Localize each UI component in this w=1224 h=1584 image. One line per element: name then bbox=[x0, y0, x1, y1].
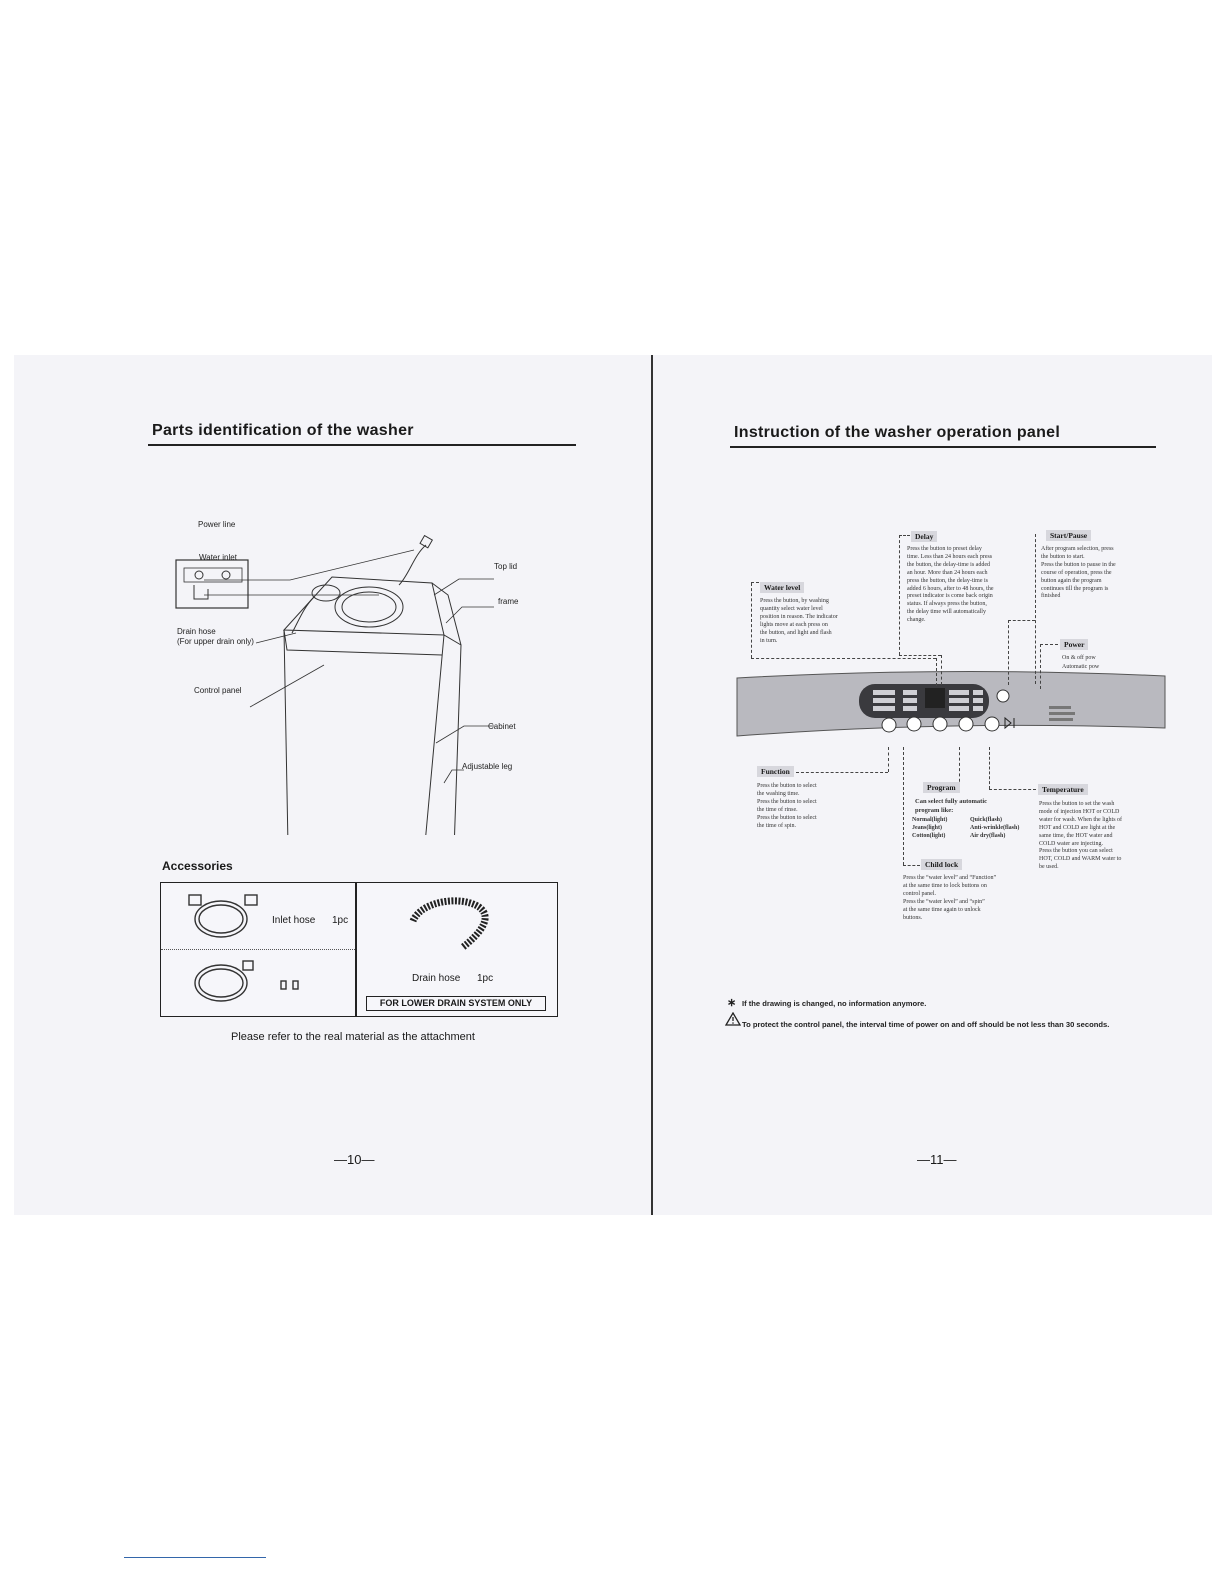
label-adjustable-leg: Adjustable leg bbox=[462, 762, 513, 771]
connector bbox=[796, 772, 888, 773]
connector bbox=[936, 658, 937, 686]
connector bbox=[1008, 620, 1009, 685]
drain-hose-icon bbox=[401, 893, 501, 953]
accessories-divider bbox=[355, 883, 357, 1016]
left-page-title: Parts identification of the washer bbox=[152, 422, 414, 439]
connector bbox=[751, 658, 936, 659]
washer-illustration bbox=[164, 515, 584, 835]
right-page bbox=[653, 355, 1212, 1215]
label-frame: frame bbox=[498, 597, 519, 606]
connector bbox=[1040, 644, 1041, 689]
connector bbox=[989, 789, 1036, 790]
text-start-pause: After program selection, press the button to start. Press the button to pause in the course of operation, press the button again the program continues till the program is finished bbox=[1041, 546, 1116, 600]
lower-drain-note: FOR LOWER DRAIN SYSTEM ONLY bbox=[366, 996, 546, 1011]
connector bbox=[899, 535, 900, 655]
connector bbox=[903, 865, 920, 866]
connector bbox=[751, 583, 752, 658]
tag-program: Program bbox=[923, 782, 960, 793]
inlet-hose-icon bbox=[181, 891, 271, 946]
tag-temperature: Temperature bbox=[1038, 784, 1088, 795]
connector bbox=[899, 655, 941, 656]
connector bbox=[888, 747, 889, 772]
right-page-title: Instruction of the washer operation panel bbox=[734, 424, 1061, 441]
tag-child-lock: Child lock bbox=[921, 859, 962, 870]
label-top-lid: Top lid bbox=[494, 562, 518, 571]
control-panel-diagram bbox=[735, 670, 1167, 742]
connector bbox=[1008, 620, 1035, 621]
label-drain-hose-note: (For upper drain only) bbox=[177, 637, 254, 646]
tag-start-pause: Start/Pause bbox=[1046, 530, 1091, 541]
title-rule bbox=[730, 446, 1156, 448]
text-power-line1: On & off pow bbox=[1062, 655, 1096, 661]
inlet-hose-alt-icon bbox=[181, 955, 311, 1010]
inlet-hose-qty: 1pc bbox=[332, 915, 349, 926]
program-cotton: Cotton(light) bbox=[912, 833, 946, 839]
text-power-line2: Automatic pow bbox=[1062, 664, 1100, 670]
text-child-lock: Press the “water level” and “Function” at the same time to lock buttons on control panel. Press the “water level” and “spin” at the same time again to unlock buttons. bbox=[903, 875, 997, 921]
connector bbox=[989, 747, 990, 789]
accessories-row-divider bbox=[161, 949, 355, 950]
text-water-level: Press the button, by washing quantity select water level position in reason. The indicator lights move at each press on the button, and light and flash in turn. bbox=[760, 598, 838, 644]
label-power-line: Power line bbox=[198, 520, 236, 529]
page-number-right: —11— bbox=[917, 1152, 957, 1167]
program-anti-wrinkle: Anti-wrinkle(flash) bbox=[970, 825, 1020, 831]
connector bbox=[1035, 534, 1036, 684]
connector bbox=[903, 747, 904, 865]
program-quick: Quick(flash) bbox=[970, 817, 1003, 823]
footer-link-underline bbox=[124, 1557, 266, 1558]
connector bbox=[959, 747, 960, 787]
tag-function: Function bbox=[757, 766, 794, 777]
label-water-inlet: Water inlet bbox=[199, 553, 237, 562]
program-jeans: Jeans(light) bbox=[912, 825, 942, 831]
note-power-interval: To protect the control panel, the interval time of power on and off should be not less than 30 seconds. bbox=[742, 1020, 1110, 1029]
program-normal: Normal(light) bbox=[912, 817, 948, 823]
note-drawing-change: If the drawing is changed, no information anymore. bbox=[742, 999, 927, 1008]
text-function: Press the button to select the washing time. Press the button to select the time of rinse. Press the button to select the time of spin. bbox=[757, 783, 817, 829]
tag-water-level: Water level bbox=[760, 582, 804, 593]
label-cabinet: Cabinet bbox=[488, 722, 516, 731]
text-program-intro: Can select fully automatic program like: bbox=[915, 798, 988, 814]
tag-power: Power bbox=[1060, 639, 1088, 650]
tag-delay: Delay bbox=[911, 531, 937, 542]
connector bbox=[941, 655, 942, 685]
connector bbox=[899, 535, 910, 536]
note-asterisk: ∗ bbox=[727, 997, 737, 1009]
accessories-title: Accessories bbox=[162, 859, 233, 873]
left-page bbox=[14, 355, 651, 1215]
connector bbox=[1040, 644, 1058, 645]
label-control-panel: Control panel bbox=[194, 686, 242, 695]
page-number-left: —10— bbox=[334, 1152, 375, 1167]
inlet-hose-label: Inlet hose bbox=[272, 915, 316, 926]
label-drain-hose: Drain hose bbox=[177, 627, 216, 636]
drain-hose-qty: 1pc bbox=[477, 973, 494, 984]
connector bbox=[751, 582, 759, 583]
refer-note: Please refer to the real material as the attachment bbox=[231, 1031, 475, 1043]
text-temperature: Press the button to set the wash mode of injection HOT or COLD water for wash. When the lights of HOT and COLD are light at the same time, the HOT water and COLD water are injecting. Press the button you can select HOT, COLD and WARM water to be used. bbox=[1039, 801, 1123, 871]
title-rule bbox=[148, 444, 576, 446]
drain-hose-label: Drain hose bbox=[412, 973, 461, 984]
warning-icon bbox=[725, 1012, 741, 1026]
text-delay: Press the button to preset delay time. Less than 24 hours each press the button, the delay-time is added an hour. More than 24 hours each press the button, the delay-time is added 6 hours, after to 48 hours, the preset indicator is come back origin status. If always press the button, the delay time will automatically change. bbox=[907, 546, 994, 624]
program-air-dry: Air dry(flash) bbox=[970, 833, 1006, 839]
accessories-box bbox=[160, 882, 558, 1017]
